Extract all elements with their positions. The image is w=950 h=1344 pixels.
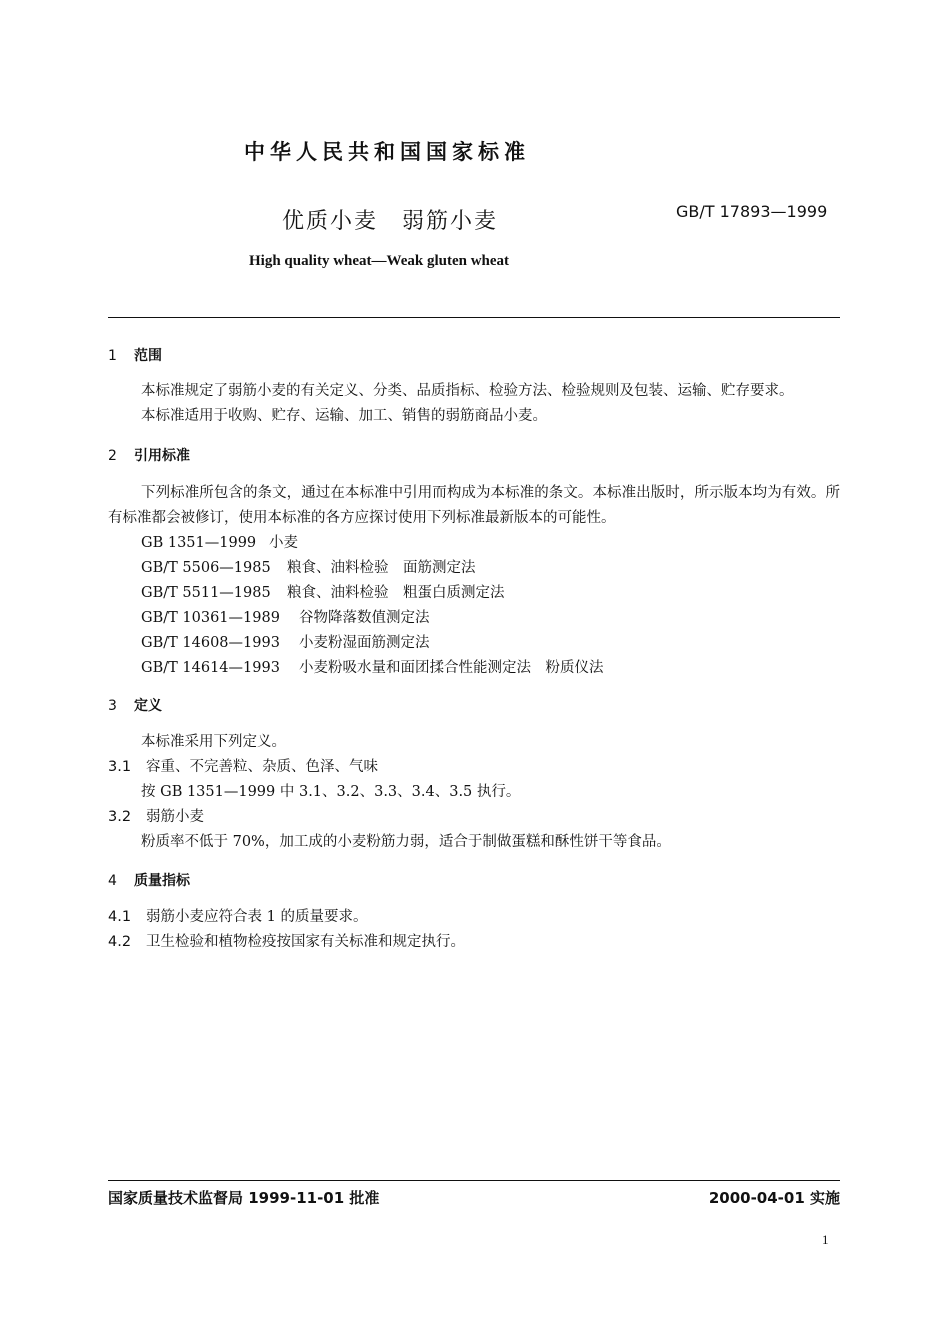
reference-code: GB/T 14608—1993	[141, 635, 280, 651]
reference-item	[141, 631, 430, 652]
subsection-3-1-title: 容重、不完善粒、杂质、色泽、气味	[146, 759, 378, 775]
reference-title: 粮食、油料检验 面筋测定法	[287, 560, 476, 576]
subsection-4-1	[108, 906, 367, 928]
section-3-number: 3	[108, 698, 117, 714]
section-1-number: 1	[108, 348, 117, 364]
national-standard-heading: 中华人民共和国国家标准	[244, 140, 530, 164]
subsection-3-1-number: 3.1	[108, 759, 132, 775]
section-4-title: 质量指标	[134, 873, 190, 889]
reference-code: GB 1351—1999	[141, 535, 257, 551]
section-3-heading	[108, 695, 162, 715]
reference-item	[141, 556, 476, 577]
subsection-3-1-heading	[108, 756, 378, 778]
reference-title: 谷物降落数值测定法	[299, 610, 430, 626]
reference-code: GB/T 10361—1989	[141, 610, 280, 626]
subsection-3-1-text: 按 GB 1351—1999 中 3.1、3.2、3.3、3.4、3.5 执行。	[141, 784, 521, 800]
reference-item	[141, 606, 430, 627]
page-number: 1	[822, 1232, 829, 1247]
section-2-intro: 下列标准所包含的条文，通过在本标准中引用而构成为本标准的条文。本标准出版时，所示版本均为有效。所有标准都会被修订，使用本标准的各方应探讨使用下列标准最新版本的可能性。	[108, 485, 840, 526]
implementation-date: 2000-04-01 实施	[708, 1189, 840, 1207]
subsection-4-1-number: 4.1	[108, 909, 132, 925]
section-4-number: 4	[108, 873, 117, 889]
section-1-title: 范围	[134, 348, 162, 364]
section-1-paragraph-2: 本标准适用于收购、贮存、运输、加工、销售的弱筋商品小麦。	[141, 408, 547, 424]
approval-note: 国家质量技术监督局 1999-11-01 批准	[108, 1189, 380, 1207]
reference-code: GB/T 5506—1985	[141, 560, 271, 576]
reference-code: GB/T 14614—1993	[141, 660, 280, 676]
section-2-number: 2	[108, 448, 117, 464]
section-1-heading	[108, 345, 162, 365]
reference-item	[141, 656, 604, 677]
subsection-4-2	[108, 931, 465, 953]
section-2-title: 引用标准	[134, 448, 190, 464]
reference-item	[141, 531, 298, 552]
section-4-heading	[108, 870, 190, 890]
reference-title: 粮食、油料检验 粗蛋白质测定法	[287, 585, 505, 601]
subsection-3-2-title: 弱筋小麦	[146, 809, 204, 825]
section-1-paragraph-1: 本标准规定了弱筋小麦的有关定义、分类、品质指标、检验方法、检验规则及包装、运输、贮存要求。	[141, 383, 794, 399]
section-3-title: 定义	[134, 698, 162, 714]
subsection-4-2-number: 4.2	[108, 934, 132, 950]
reference-title: 小麦粉湿面筋测定法	[299, 635, 430, 651]
footer-divider	[108, 1180, 840, 1181]
document-title-en: High quality wheat—Weak gluten wheat	[249, 253, 510, 269]
reference-title: 小麦粉吸水量和面团揉合性能测定法 粉质仪法	[299, 660, 604, 676]
section-3-intro: 本标准采用下列定义。	[141, 734, 286, 750]
subsection-3-2-text: 粉质率不低于 70%，加工成的小麦粉筋力弱，适合于制做蛋糕和酥性饼干等食品。	[141, 834, 671, 850]
reference-code: GB/T 5511—1985	[141, 585, 271, 601]
document-title-cn: 优质小麦 弱筋小麦	[282, 209, 499, 234]
reference-title: 小麦	[269, 535, 298, 551]
header-divider	[108, 317, 840, 318]
subsection-3-2-number: 3.2	[108, 809, 132, 825]
reference-item	[141, 581, 505, 602]
subsection-3-2-heading	[108, 806, 204, 828]
standard-number: GB/T 17893—1999	[676, 202, 828, 221]
subsection-4-2-text: 卫生检验和植物检疫按国家有关标准和规定执行。	[146, 934, 465, 950]
section-2-heading	[108, 445, 190, 465]
subsection-4-1-text: 弱筋小麦应符合表 1 的质量要求。	[146, 909, 368, 925]
